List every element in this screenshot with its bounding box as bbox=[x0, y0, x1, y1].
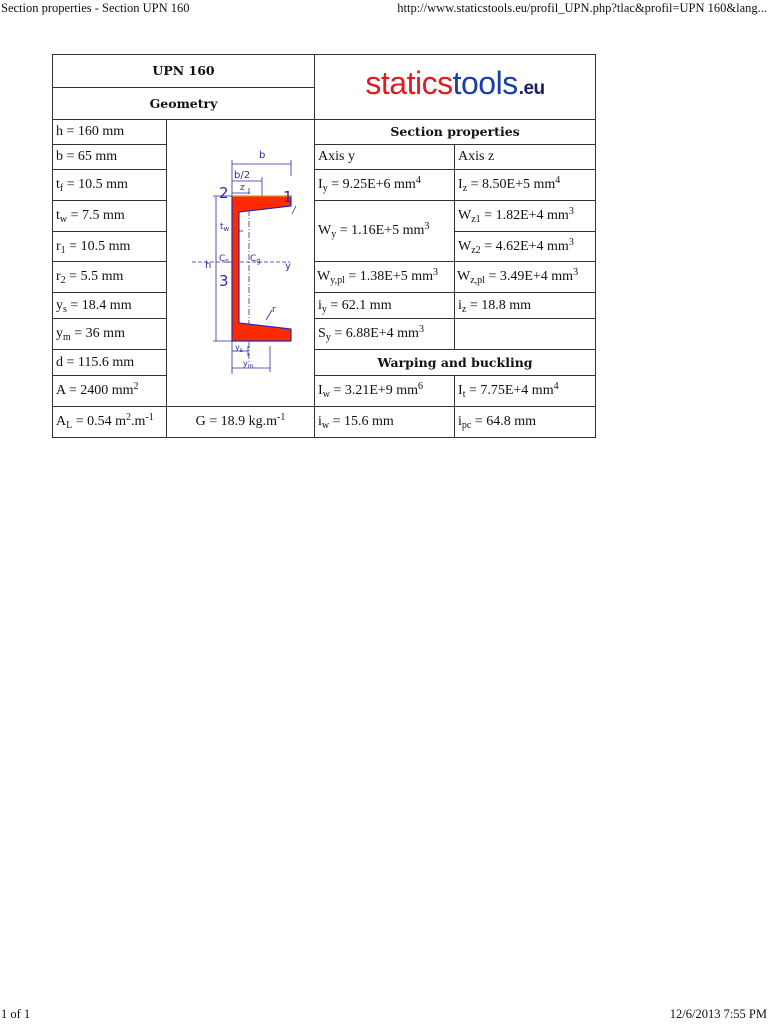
prop-iy-radius: $i_y = 62.1$ mm bbox=[315, 293, 455, 319]
label-ym: $y_m$ bbox=[242, 359, 254, 370]
label-cg: $C_g$ bbox=[249, 254, 261, 265]
label-ys: $y_s$ bbox=[234, 343, 243, 354]
prop-iw-warping: $I_w = 3.21E+9$ $mm^6$ bbox=[315, 376, 455, 407]
logo-tld: .eu bbox=[518, 78, 545, 99]
geom-b: b = 65 mm bbox=[53, 145, 167, 170]
label-b: b bbox=[258, 150, 265, 161]
prop-wz2: $W_{z2} = 4.62E+4$ $mm^3$ bbox=[455, 232, 596, 262]
logo-part1: statics bbox=[365, 65, 453, 101]
prop-iz-radius: $i_z = 18.8$ mm bbox=[455, 293, 596, 319]
prop-iw-radius: $i_w = 15.6$ mm bbox=[315, 407, 455, 438]
geometry-header-cell bbox=[53, 88, 315, 120]
warping-header-cell bbox=[315, 350, 596, 376]
prop-it-torsion: $I_t = 7.75E+4$ $mm^4$ bbox=[455, 376, 596, 407]
geom-al: $A_L = 0.54$ $m^2.m^{-1}$ bbox=[53, 407, 167, 438]
page-title: Section properties - Section UPN 160 bbox=[1, 1, 190, 15]
geom-r2: $r_2 = 5.5$ mm bbox=[53, 262, 167, 293]
label-y: y bbox=[284, 261, 291, 272]
geom-r1: $r_1 = 10.5$ mm bbox=[53, 232, 167, 262]
label-cs: $C_s$ bbox=[218, 254, 229, 265]
section-title-cell bbox=[53, 55, 315, 88]
logo-part2: tools bbox=[452, 65, 518, 101]
axis-z-header: Axis z bbox=[455, 145, 596, 170]
section-title: UPN 160 bbox=[152, 63, 215, 78]
label-1: 1 bbox=[282, 188, 293, 206]
geom-ys: $y_s = 18.4$ mm bbox=[53, 293, 167, 319]
geom-tw: $t_w = 7.5$ mm bbox=[53, 201, 167, 232]
upn-section-figure bbox=[186, 136, 296, 390]
page-url: http://www.staticstools.eu/profil_UPN.php?tlac&profil=UPN 160&lang... bbox=[397, 1, 767, 15]
geom-h: h = 160 mm bbox=[53, 120, 167, 145]
label-tw: $t_w$ bbox=[219, 222, 229, 233]
section-properties-header: Section properties bbox=[390, 124, 520, 139]
page-number: 1 of 1 bbox=[1, 1007, 31, 1021]
label-2: 2 bbox=[218, 184, 229, 202]
label-b-half: b/2 bbox=[233, 170, 250, 181]
geom-tf: $t_f = 10.5$ mm bbox=[53, 170, 167, 201]
label-h: h bbox=[204, 260, 211, 271]
geom-area: A = 2400 $mm^2$ bbox=[53, 376, 167, 407]
geom-ym: $y_m = 36$ mm bbox=[53, 319, 167, 350]
prop-ipc: $i_{pc} = 64.8$ mm bbox=[455, 407, 596, 438]
label-r: r bbox=[271, 305, 276, 315]
prop-wz1: $W_{z1} = 1.82E+4$ $mm^3$ bbox=[455, 201, 596, 232]
geom-weight: G = 18.9 $kg.m^{-1}$ bbox=[167, 407, 315, 438]
prop-wy: $W_y = 1.16E+5$ $mm^3$ bbox=[315, 201, 455, 262]
geometry-header: Geometry bbox=[149, 95, 218, 111]
prop-wzpl: $W_{z,pl} = 3.49E+4$ $mm^3$ bbox=[455, 262, 596, 293]
prop-sy: $S_y = 6.88E+4$ $mm^3$ bbox=[315, 319, 455, 350]
section-figure-cell bbox=[167, 120, 315, 407]
logo-cell bbox=[315, 55, 596, 120]
warping-header: Warping and buckling bbox=[377, 354, 533, 370]
prop-iz-moment: $I_z = 8.50E+5$ $mm^4$ bbox=[455, 170, 596, 201]
section-properties-header-cell bbox=[315, 120, 596, 145]
axis-y-header: Axis y bbox=[315, 145, 455, 170]
print-datetime: 12/6/2013 7:55 PM bbox=[669, 1007, 767, 1021]
section-properties-table bbox=[52, 54, 596, 438]
label-3: 3 bbox=[218, 272, 229, 290]
label-z: z bbox=[239, 183, 245, 193]
prop-wypl: $W_{y,pl} = 1.38E+5$ $mm^3$ bbox=[315, 262, 455, 293]
upn-section-shape bbox=[232, 196, 291, 341]
staticstools-logo[interactable] bbox=[365, 65, 544, 101]
empty-cell bbox=[455, 319, 596, 350]
prop-iy-moment: $I_y = 9.25E+6$ $mm^4$ bbox=[315, 170, 455, 201]
geom-d: d = 115.6 mm bbox=[53, 350, 167, 376]
